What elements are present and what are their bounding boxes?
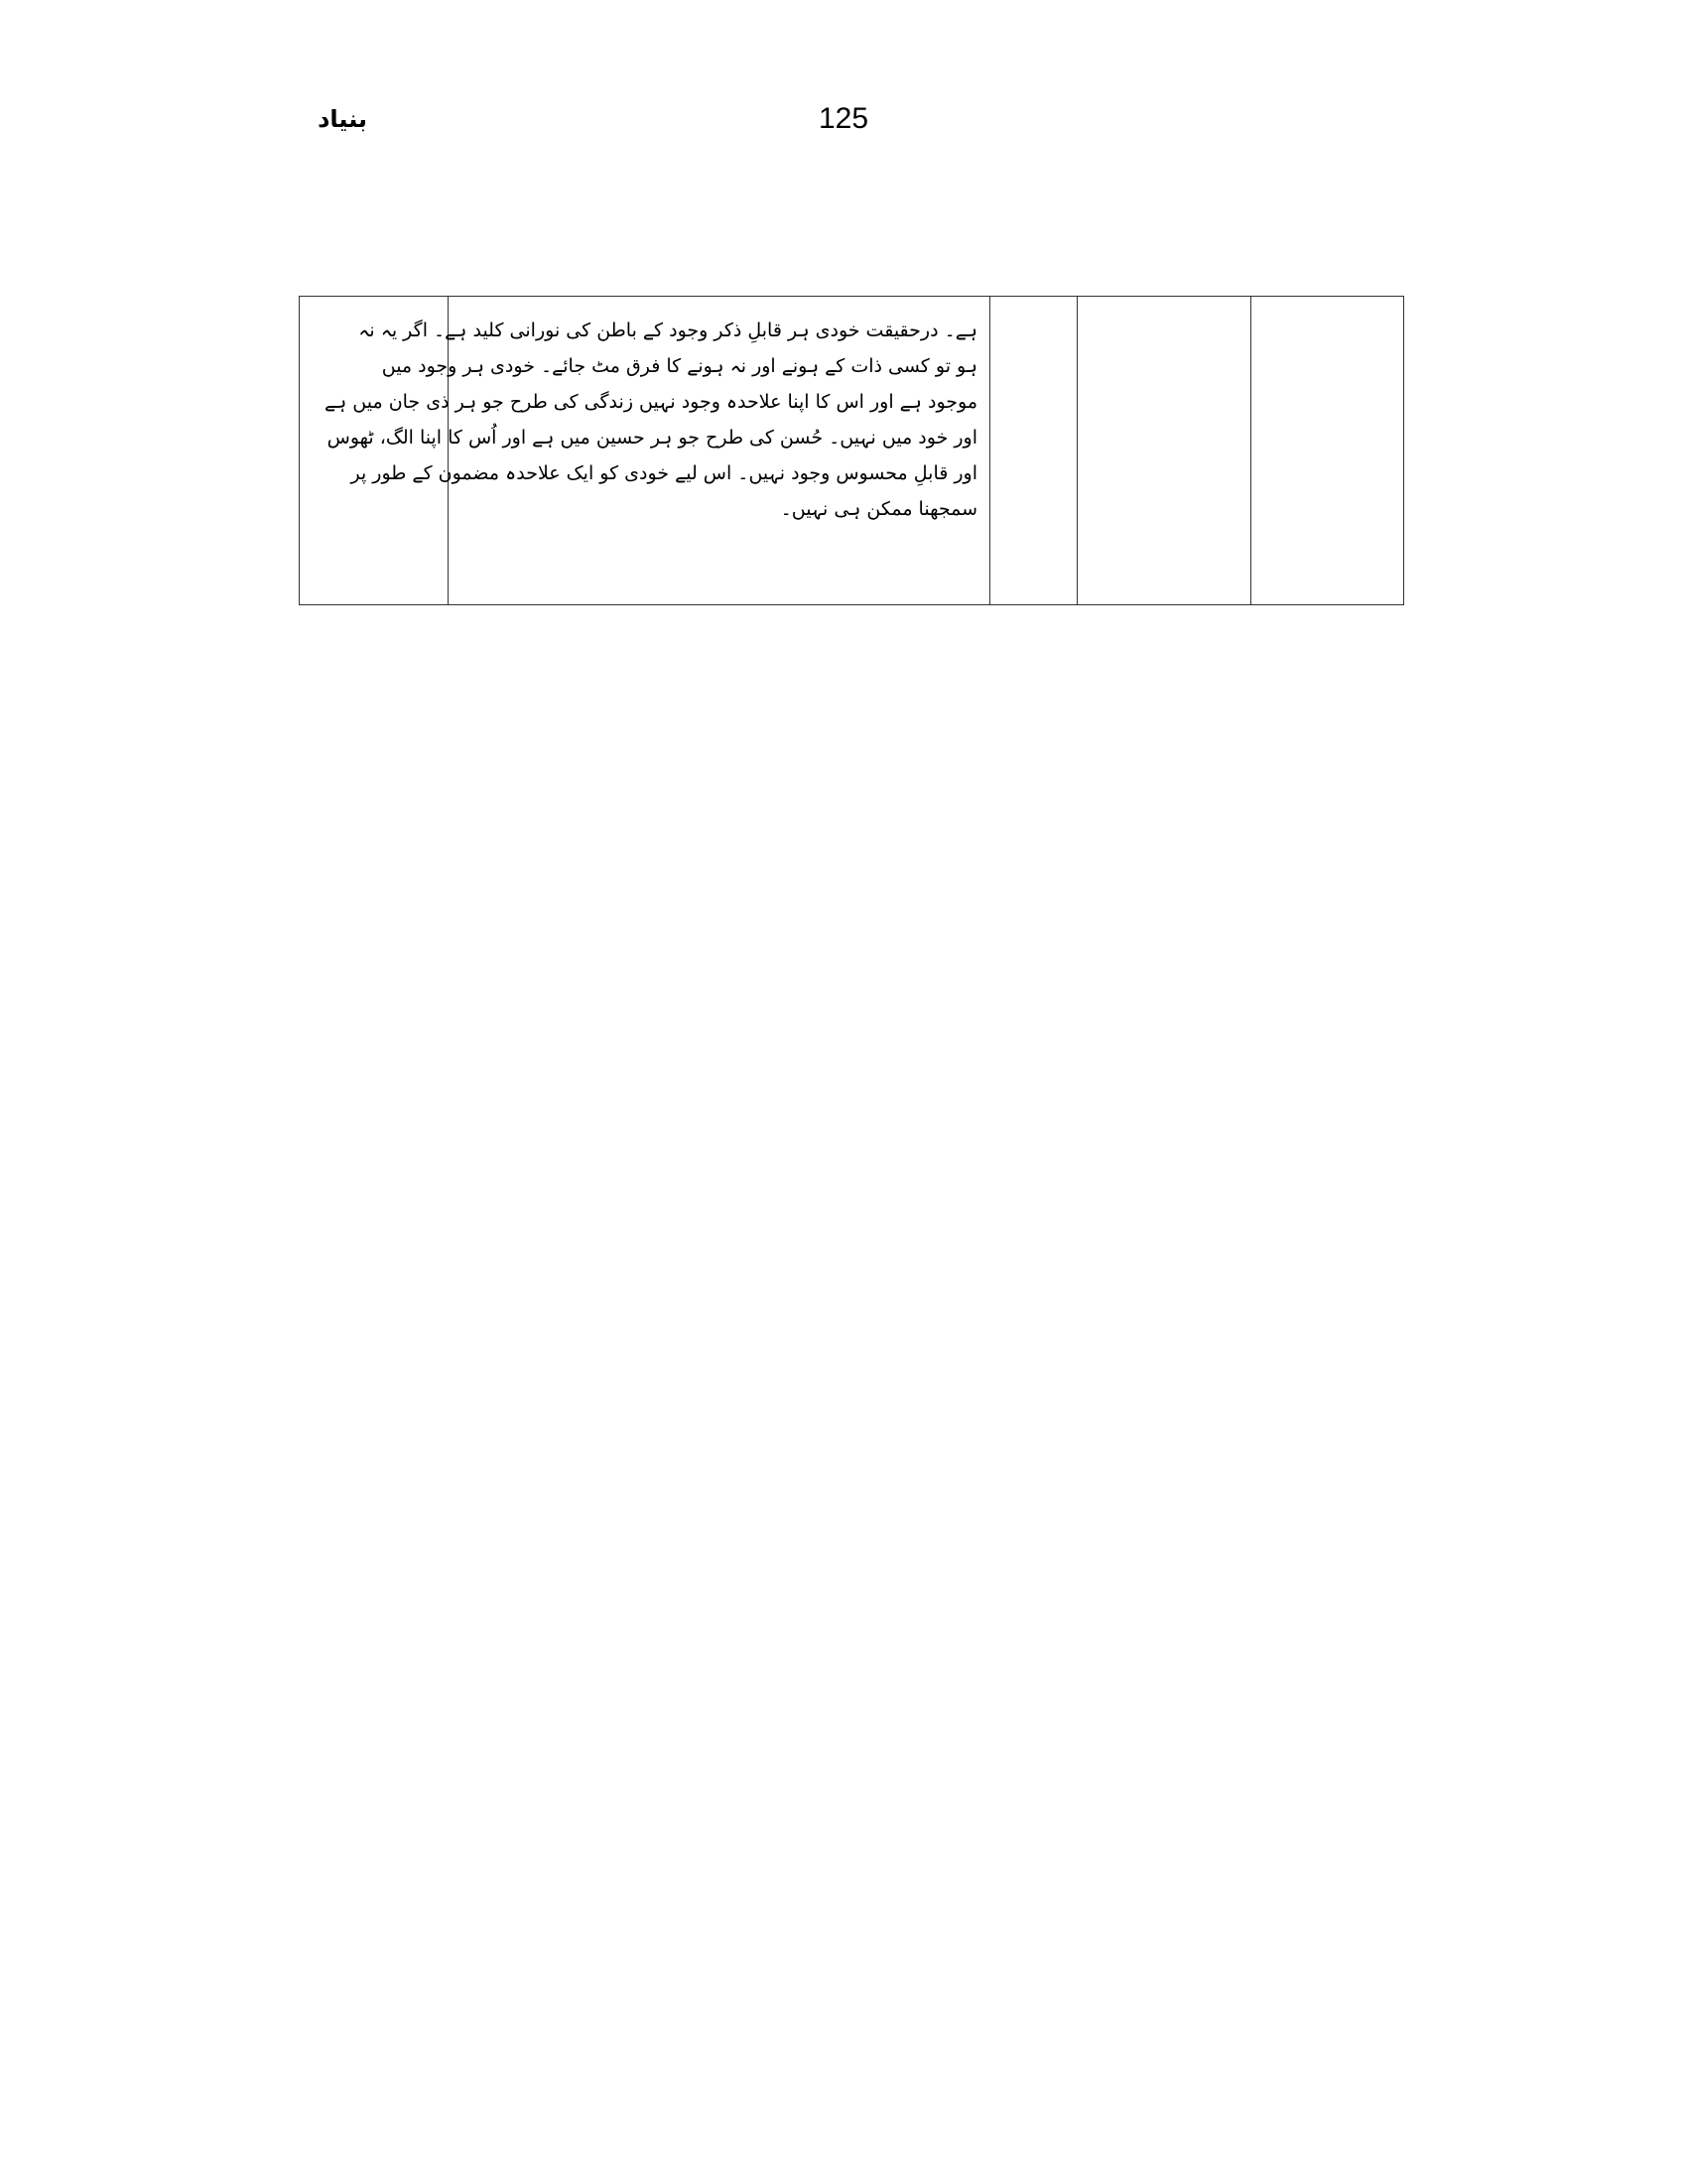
text-line: اور قابلِ محسوس وجود نہیں۔ اس لیے خودی کو ایک علاحدہ مضمون کے طور پر bbox=[350, 462, 977, 484]
text-line: موجود ہے اور اس کا اپنا علاحدہ وجود نہیں زندگی کی طرح جو ہر ذی جان میں ہے bbox=[324, 391, 977, 413]
content-table bbox=[299, 296, 1404, 605]
text-line: اور خود میں نہیں۔ حُسن کی طرح جو ہر حسین میں ہے اور اُس کا اپنا الگ، ٹھوس bbox=[326, 427, 977, 449]
text-cell bbox=[324, 297, 990, 605]
text-line: ہو تو کسی ذات کے ہونے اور نہ ہونے کا فرق مٹ جائے۔ خودی ہر وجود میں bbox=[381, 355, 977, 377]
empty-cell-right-middle bbox=[1078, 297, 1251, 605]
empty-cell-right bbox=[1251, 297, 1404, 605]
text-line: سمجھنا ممکن ہی نہیں۔ bbox=[780, 498, 977, 520]
page-number: 125 bbox=[818, 102, 869, 135]
text-line: ہے۔ درحقیقت خودی ہر قابلِ ذکر وجود کے باطن کی نورانی کلید ہے۔ اگر یہ نہ bbox=[358, 320, 977, 341]
journal-title: بنیاد bbox=[318, 105, 367, 133]
table-row bbox=[300, 297, 1404, 605]
empty-cell-middle bbox=[990, 297, 1078, 605]
